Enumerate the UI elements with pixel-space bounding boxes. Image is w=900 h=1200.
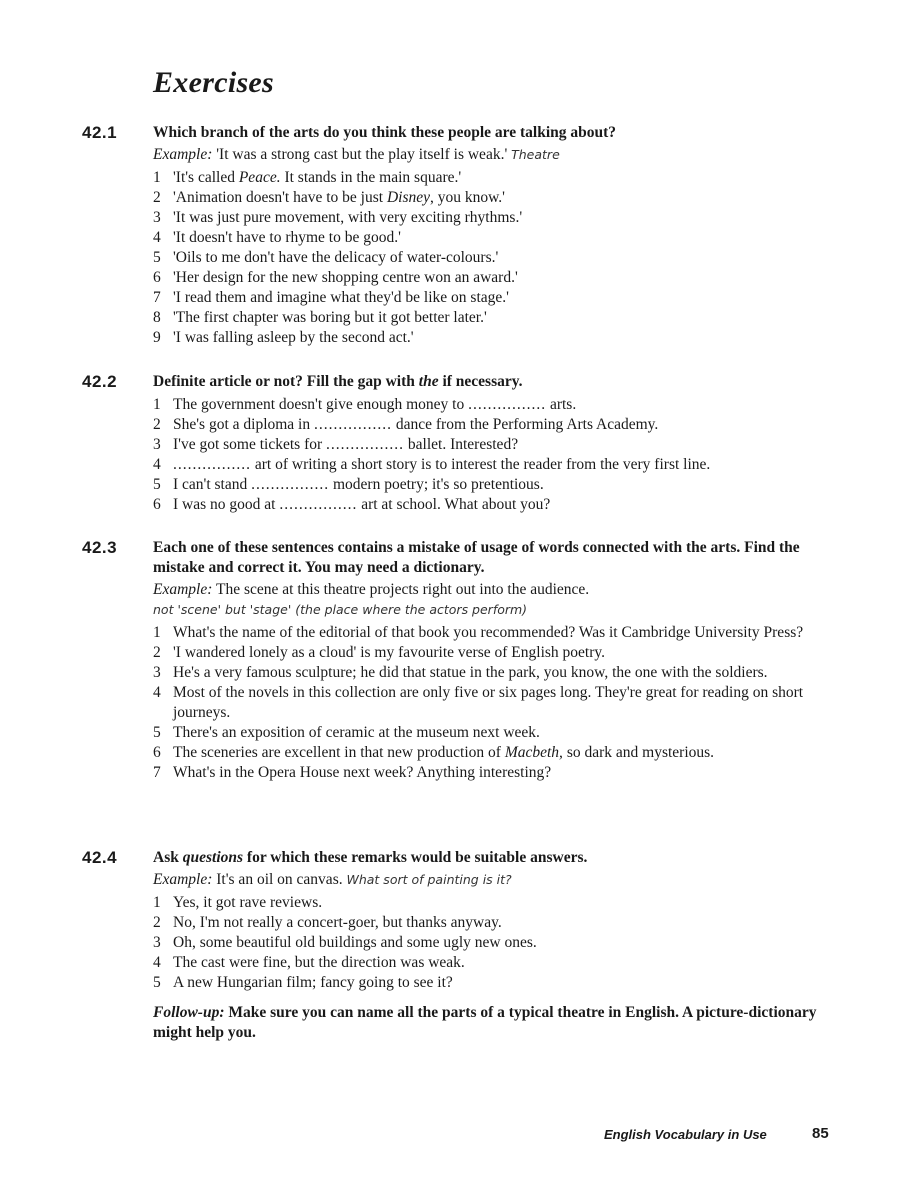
gap-blank: ................ (251, 476, 330, 493)
exercise-instruction: Ask questions for which these remarks would be suitable answers. (153, 849, 588, 866)
list-item: 4 ................ art of writing a short story is to interest the reader from the very first line. (153, 456, 711, 473)
list-item: 5 I can't stand ................ modern poetry; it's so pretentious. (153, 476, 544, 493)
follow-up-text: Make sure you can name all the parts of a typical theatre in English. A picture-dictionary might help you. (153, 1004, 817, 1041)
exercise-items (153, 893, 823, 993)
list-item: 4 The cast were fine, but the direction was weak. (153, 954, 465, 971)
gap-blank: ................ (173, 456, 251, 473)
list-item: 2 'Animation doesn't have to be just Disney, you know.' (153, 189, 505, 206)
list-item: 1 The government doesn't give enough money to ................ arts. (153, 396, 577, 413)
list-item: 5 A new Hungarian film; fancy going to see it? (153, 974, 453, 991)
list-item: 8 'The first chapter was boring but it got better later.' (153, 309, 487, 326)
page-number: 85 (812, 1125, 829, 1142)
list-item: 1 Yes, it got rave reviews. (153, 894, 323, 911)
example-line (153, 580, 823, 600)
book-title: English Vocabulary in Use (604, 1127, 767, 1142)
list-item: 4 'It doesn't have to rhyme to be good.' (153, 229, 401, 246)
example-text: 'It was a strong cast but the play itself is weak.' (216, 146, 508, 163)
list-item: 6 'Her design for the new shopping centre won an award.' (153, 269, 518, 286)
list-item: 3 I've got some tickets for ................ ballet. Interested? (153, 436, 519, 453)
list-item: 7 What's in the Opera House next week? Anything interesting? (153, 764, 552, 781)
list-item: 2 No, I'm not really a concert-goer, but thanks anyway. (153, 914, 502, 931)
list-item: 1 What's the name of the editorial of that book you recommended? Was it Cambridge University Press? (153, 624, 804, 641)
list-item: 3 'It was just pure movement, with very exciting rhythms.' (153, 209, 523, 226)
exercise-items (153, 395, 823, 515)
follow-up-label: Follow-up: (153, 1004, 225, 1021)
example-label: Example: (153, 146, 213, 163)
example-text: The scene at this theatre projects right out into the audience. (216, 581, 590, 598)
exercise-instruction: Each one of these sentences contains a mistake of usage of words connected with the arts. Find the mistake and correct it. You may need a dictionary. (153, 539, 800, 576)
list-item: 6 I was no good at ................ art at school. What about you? (153, 496, 551, 513)
list-item: 5 There's an exposition of ceramic at the museum next week. (153, 724, 540, 741)
list-item: 2 She's got a diploma in ................ dance from the Performing Arts Academy. (153, 416, 659, 433)
example-label: Example: (153, 581, 213, 598)
page-title: Exercises (153, 66, 275, 99)
example-text: It's an oil on canvas. (216, 871, 343, 888)
example-label: Example: (153, 871, 213, 888)
exercise-instruction: Definite article or not? Fill the gap with the if necessary. (153, 373, 523, 390)
gap-blank: ................ (468, 396, 547, 413)
example-answer: What sort of painting is it? (346, 872, 512, 887)
exercise-number: 42.4 (82, 848, 118, 867)
gap-blank: ................ (279, 496, 358, 513)
exercise-number: 42.2 (82, 372, 118, 391)
exercise-number: 42.3 (82, 538, 118, 557)
list-item: 5 'Oils to me don't have the delicacy of water-colours.' (153, 249, 499, 266)
gap-blank: ................ (314, 416, 392, 433)
list-item: 3 He's a very famous sculpture; he did that statue in the park, you know, the one with the soldiers. (153, 664, 768, 681)
example-line (153, 145, 823, 165)
list-item: 9 'I was falling asleep by the second act.' (153, 329, 414, 346)
list-item: 3 Oh, some beautiful old buildings and some ugly new ones. (153, 934, 537, 951)
example-answer: Theatre (511, 147, 560, 162)
list-item: 7 'I read them and imagine what they'd be like on stage.' (153, 289, 509, 306)
list-item: 6 The sceneries are excellent in that new production of Macbeth, so dark and mysterious. (153, 744, 715, 761)
example-line (153, 870, 823, 890)
exercise-number: 42.1 (82, 123, 118, 142)
exercise-instruction: Which branch of the arts do you think these people are talking about? (153, 124, 617, 141)
list-item: 2 'I wandered lonely as a cloud' is my favourite verse of English poetry. (153, 644, 605, 661)
gap-blank: ................ (326, 436, 405, 453)
follow-up (153, 1003, 823, 1043)
exercise-items (153, 168, 823, 348)
example-answer: not 'scene' but 'stage' (the place where the actors perform) (153, 602, 528, 617)
list-item: 1 'It's called Peace. It stands in the main square.' (153, 169, 462, 186)
list-item: 4 Most of the novels in this collection are only five or six pages long. They're great for reading on short journeys. (153, 684, 804, 721)
exercise-items (153, 623, 823, 783)
